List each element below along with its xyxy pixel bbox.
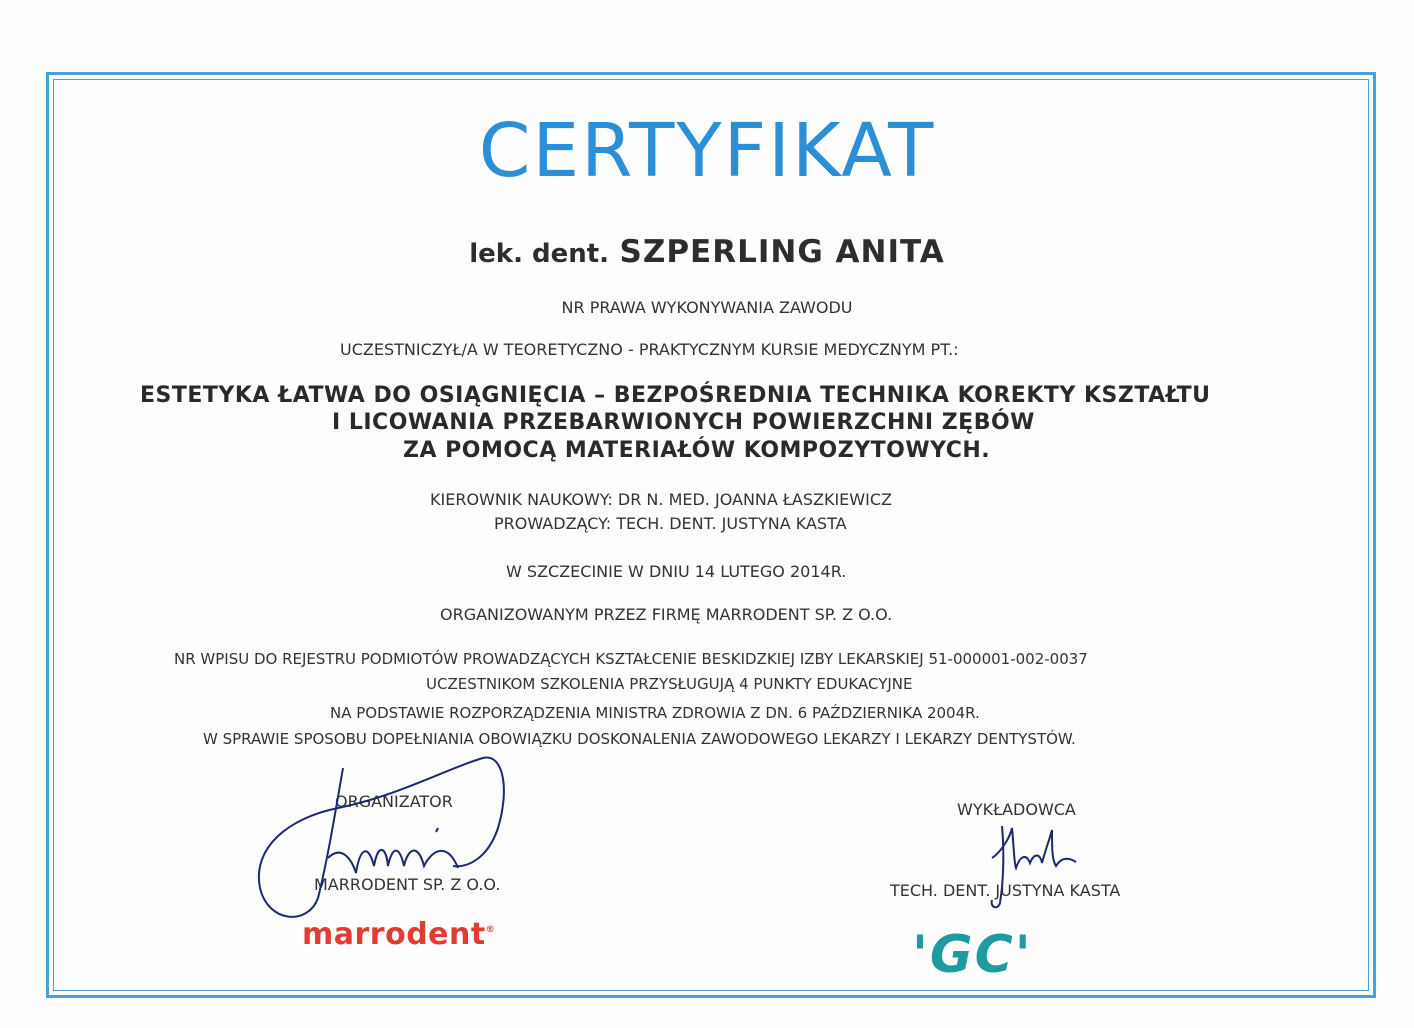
recipient-name: SZPERLING ANITA [619,234,945,270]
course-title-line-3: ZA POMOCĄ MATERIAŁÓW KOMPOZYTOWYCH. [403,438,991,463]
regulation-scope-line: W SPRAWIE SPOSOBU DOPEŁNIANIA OBOWIĄZKU DOSKONALENIA ZAWODOWEGO LEKARZY I LEKARZY DENTYSTÓW. [203,730,1076,748]
organizer-company: MARRODENT SP. Z O.O. [314,875,501,894]
registry-number-line: NR WPISU DO REJESTRU PODMIOTÓW PROWADZĄCYCH KSZTAŁCENIE BESKIDZKIEJ IZBY LEKARSKIEJ 51-000001-002-0037 [174,650,1088,668]
license-number-line: NR PRAWA WYKONYWANIA ZAWODU [561,298,853,317]
marrodent-logo [302,917,495,952]
organizer-signature [248,748,518,928]
organizer-label: ORGANIZATOR [335,792,453,811]
scientific-lead: KIEROWNIK NAUKOWY: DR N. MED. JOANNA ŁASZKIEWICZ [430,490,892,509]
recipient [0,234,1414,270]
lecturer-label: WYKŁADOWCA [957,800,1076,819]
course-title-line-1: ESTETYKA ŁATWA DO OSIĄGNIĘCIA – BEZPOŚREDNIA TECHNIKA KOREKTY KSZTAŁTU [140,383,1211,408]
instructor-line: PROWADZĄCY: TECH. DENT. JUSTYNA KASTA [494,514,847,533]
regulation-line: NA PODSTAWIE ROZPORZĄDZENIA MINISTRA ZDROWIA Z DN. 6 PAŹDZIERNIKA 2004R. [330,704,980,722]
certificate-title: CERTYFIKAT [478,108,936,194]
place-date: W SZCZECINIE W DNIU 14 LUTEGO 2014R. [506,562,847,581]
course-title-line-2: I LICOWANIA PRZEBARWIONYCH POWIERZCHNI ZĘBÓW [332,410,1035,435]
education-points-line: UCZESTNIKOM SZKOLENIA PRZYSŁUGUJĄ 4 PUNKTY EDUKACYJNE [426,675,913,693]
participation-line: UCZESTNICZYŁ/A W TEORETYCZNO - PRAKTYCZNYM KURSIE MEDYCZNYM PT.: [340,340,959,359]
gc-logo: 'GC' [912,925,1033,985]
registered-mark: ® [485,925,496,935]
recipient-prefix: lek. dent. [469,239,610,269]
marrodent-logo-text: marrodent [302,917,486,952]
organized-by: ORGANIZOWANYM PRZEZ FIRMĘ MARRODENT SP. Z O.O. [440,605,893,624]
lecturer-name: TECH. DENT. JUSTYNA KASTA [890,881,1121,900]
